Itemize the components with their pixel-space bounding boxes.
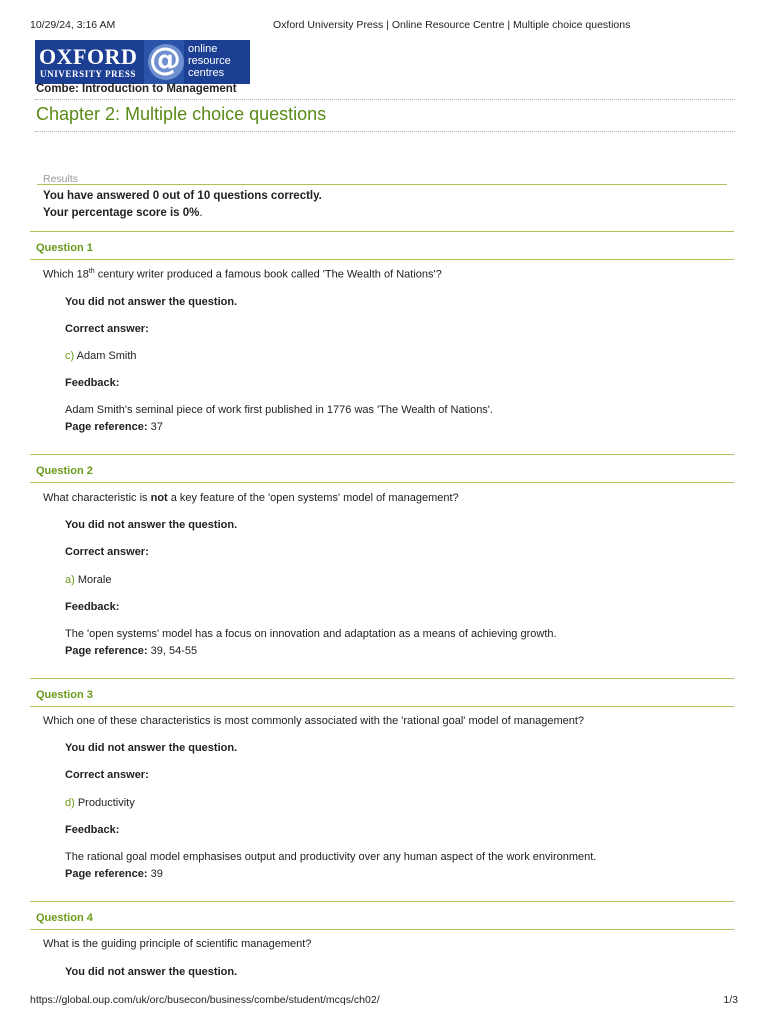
question-2-text: What characteristic is not a key feature of the 'open systems' model of management?: [43, 492, 459, 504]
at-symbol-icon: @: [144, 40, 184, 84]
question-4-heading: Question 4: [36, 912, 93, 924]
print-datetime: 10/29/24, 3:16 AM: [30, 19, 116, 31]
question-2-status: You did not answer the question.: [65, 519, 238, 531]
oxford-wordmark: OXFORD: [39, 44, 138, 69]
oxford-orc-logo[interactable]: [35, 40, 250, 84]
question-rule: [30, 678, 734, 679]
page-url[interactable]: https://global.oup.com/uk/orc/busecon/business/combe/student/mcqs/ch02/: [30, 994, 380, 1006]
question-1-answer: c) Adam Smith: [65, 350, 137, 362]
oxford-wordmark-block: [35, 40, 144, 84]
question-rule: [30, 706, 734, 707]
question-1-correct-label: Correct answer:: [65, 323, 149, 335]
question-1-feedback-label: Feedback:: [65, 377, 120, 389]
question-3-correct-label: Correct answer:: [65, 769, 149, 781]
question-2-heading: Question 2: [36, 465, 93, 477]
question-3-status: You did not answer the question.: [65, 742, 238, 754]
question-rule: [30, 259, 734, 260]
question-2-page-reference: Page reference: 39, 54-55: [65, 645, 198, 657]
question-2-feedback-text: The 'open systems' model has a focus on innovation and adaptation as a means of achieving growth.: [65, 628, 557, 640]
print-header: [30, 19, 738, 33]
question-3-text: Which one of these characteristics is most commonly associated with the 'rational goal' model of management?: [43, 715, 585, 727]
question-1-status: You did not answer the question.: [65, 296, 238, 308]
question-2-answer: a) Morale: [65, 574, 112, 586]
question-rule: [30, 454, 734, 455]
book-title: Combe: Introduction to Management: [36, 83, 237, 95]
question-1-heading: Question 1: [36, 242, 93, 254]
results-rule: [37, 184, 727, 185]
question-4-text: What is the guiding principle of scientific management?: [43, 938, 312, 950]
page-number: 1/3: [723, 994, 738, 1006]
question-3-page-reference: Page reference: 39: [65, 868, 163, 880]
results-label: Results: [43, 173, 79, 185]
results-score-line: You have answered 0 out of 10 questions correctly.: [43, 190, 322, 202]
question-3-feedback-label: Feedback:: [65, 824, 120, 836]
print-page-title: Oxford University Press | Online Resource Centre | Multiple choice questions: [273, 19, 631, 31]
orc-line-1: online: [188, 43, 218, 55]
question-1-page-reference: Page reference: 37: [65, 421, 163, 433]
page-title: Chapter 2: Multiple choice questions: [36, 104, 327, 124]
divider: [35, 99, 735, 100]
divider: [35, 131, 735, 132]
question-2-feedback-label: Feedback:: [65, 601, 120, 613]
question-2-correct-label: Correct answer:: [65, 546, 149, 558]
question-1-text: Which 18th century writer produced a famous book called 'The Wealth of Nations'?: [43, 268, 442, 281]
question-3-answer: d) Productivity: [65, 797, 135, 809]
results-percentage-line: Your percentage score is 0%.: [43, 207, 203, 219]
question-3-heading: Question 3: [36, 689, 93, 701]
question-4-status: You did not answer the question.: [65, 966, 238, 978]
university-press-subtitle: UNIVERSITY PRESS: [40, 69, 137, 79]
question-rule: [30, 929, 734, 930]
orc-line-2: resource: [188, 55, 231, 67]
question-rule: [30, 901, 734, 902]
orc-wordmark: [184, 40, 250, 84]
question-rule: [30, 231, 734, 232]
question-1-feedback-text: Adam Smith's seminal piece of work first published in 1776 was 'The Wealth of Nations'.: [65, 404, 493, 416]
question-rule: [30, 482, 734, 483]
question-3-feedback-text: The rational goal model emphasises output and productivity over any human aspect of the work environment.: [65, 851, 597, 863]
orc-line-3: centres: [188, 67, 225, 79]
